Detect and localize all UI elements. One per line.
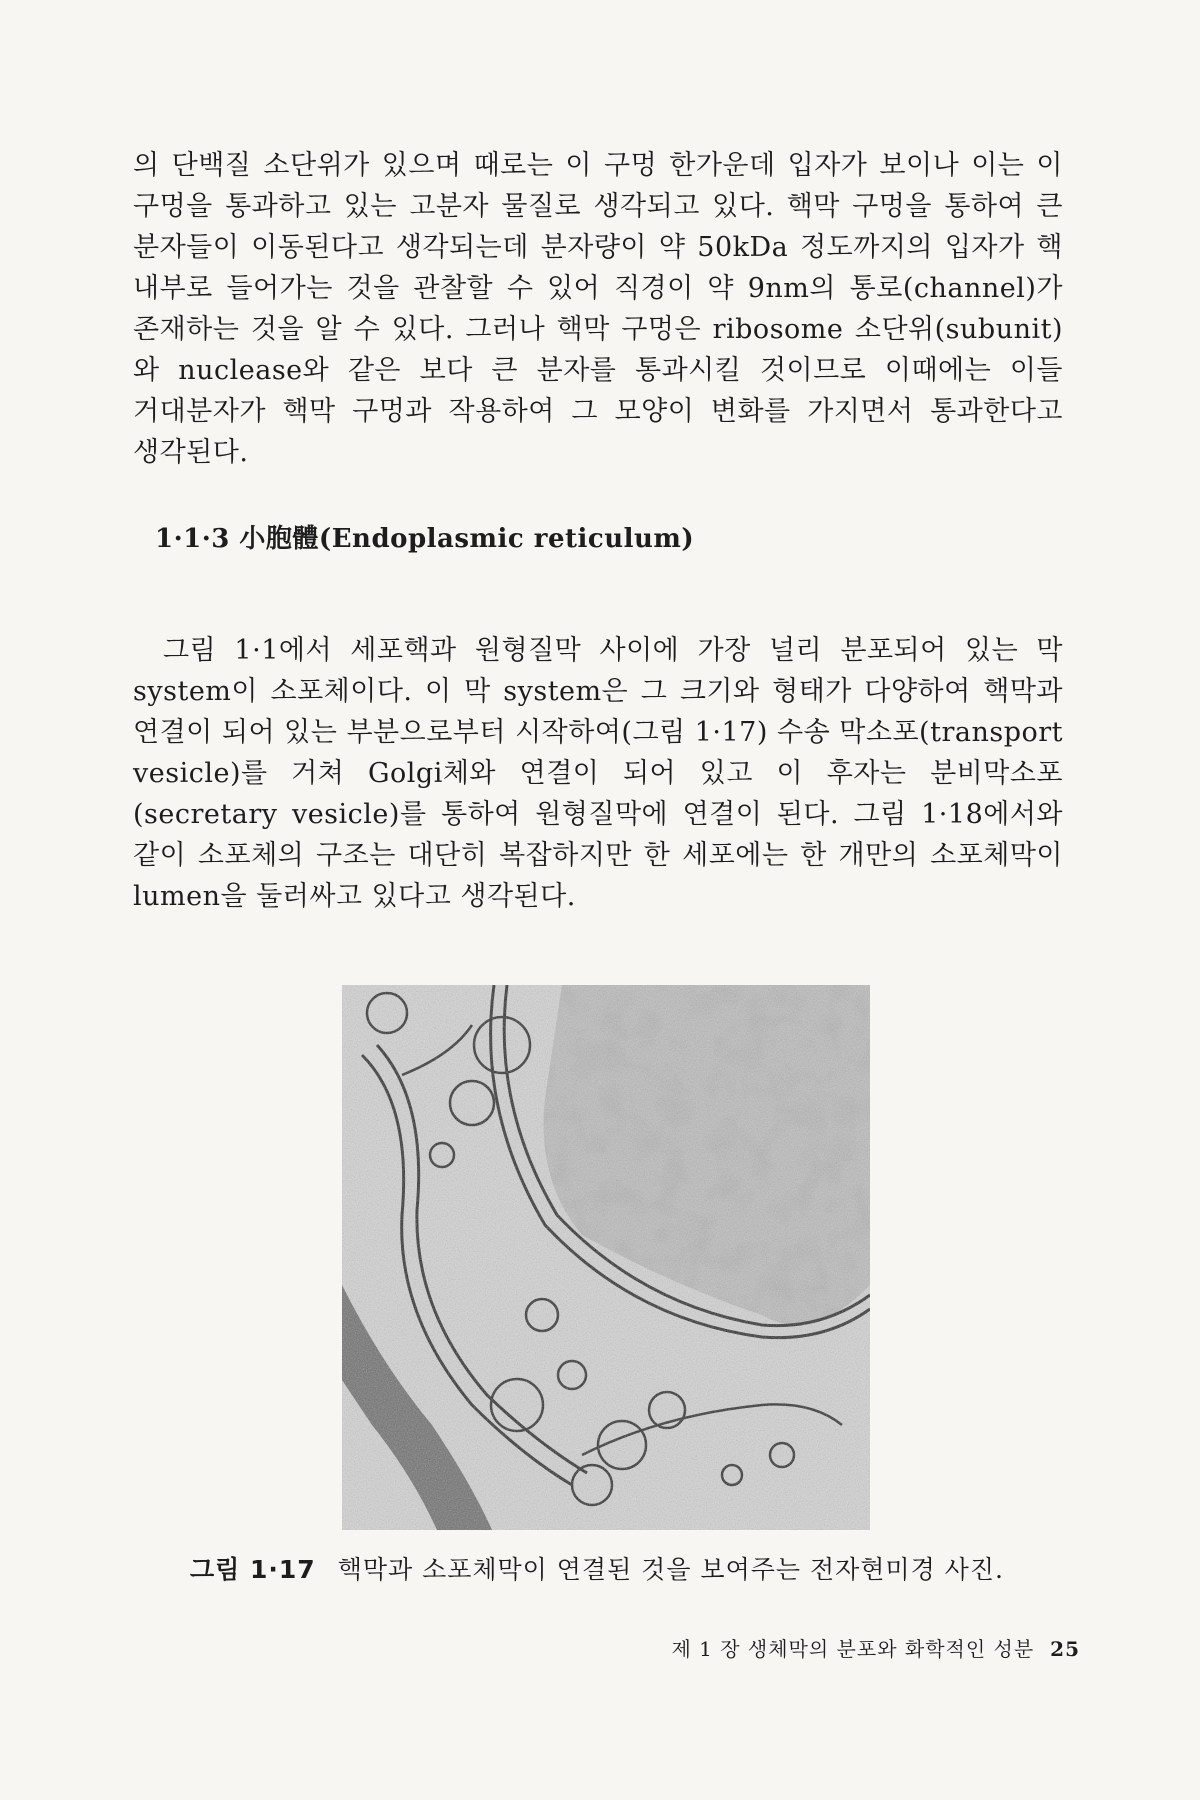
section-heading: 1·1·3 小胞體(Endoplasmic reticulum) (155, 524, 695, 554)
micrograph-image (342, 985, 870, 1530)
figure-caption-text: 핵막과 소포체막이 연결된 것을 보여주는 전자현미경 사진. (337, 1555, 1004, 1584)
page-number: 25 (1050, 1637, 1080, 1661)
paragraph-1: 의 단백질 소단위가 있으며 때로는 이 구멍 한가운데 입자가 보이나 이는 이 구멍을 통과하고 있는 고분자 물질로 생각되고 있다. 핵막 구멍을 통하여 큰 분자들이 이동된다고 생각되는데 분자량이 약 50kDa 정도까지의 입자가 핵 내부로 들어가는 것을 관찰할 수 있어 직경이 약 9nm의 통로(channel)가 존재하는 것을 알 수 있다. 그러나 핵막 구멍은 ribosome 소단위(subunit)와 nuclease와 같은 보다 큰 분자를 통과시킬 것이므로 이때에는 이들 거대분자가 핵막 구멍과 작용하여 그 모양이 변화를 가지면서 통과한다고 생각된다. (133, 150, 1063, 468)
figure-caption (190, 1550, 1070, 1586)
page-footer (671, 1633, 1080, 1662)
electron-micrograph (342, 985, 870, 1530)
figure-label: 그림 1·17 (190, 1555, 316, 1584)
paragraph-2: 그림 1·1에서 세포핵과 원형질막 사이에 가장 널리 분포되어 있는 막 system이 소포체이다. 이 막 system은 그 크기와 형태가 다양하여 핵막과 연결이 되어 있는 부분으로부터 시작하여(그림 1·17) 수송 막소포(transport vesicle)를 거쳐 Golgi체와 연결이 되어 있고 이 후자는 분비막소포(secretary vesicle)를 통하여 원형질막에 연결이 된다. 그림 1·18에서와 같이 소포체의 구조는 대단히 복잡하지만 한 세포에는 한 개만의 소포체막이 lumen을 둘러싸고 있다고 생각된다. (133, 635, 1063, 912)
chapter-title: 제 1 장 생체막의 분포와 화학적인 성분 (671, 1637, 1035, 1661)
